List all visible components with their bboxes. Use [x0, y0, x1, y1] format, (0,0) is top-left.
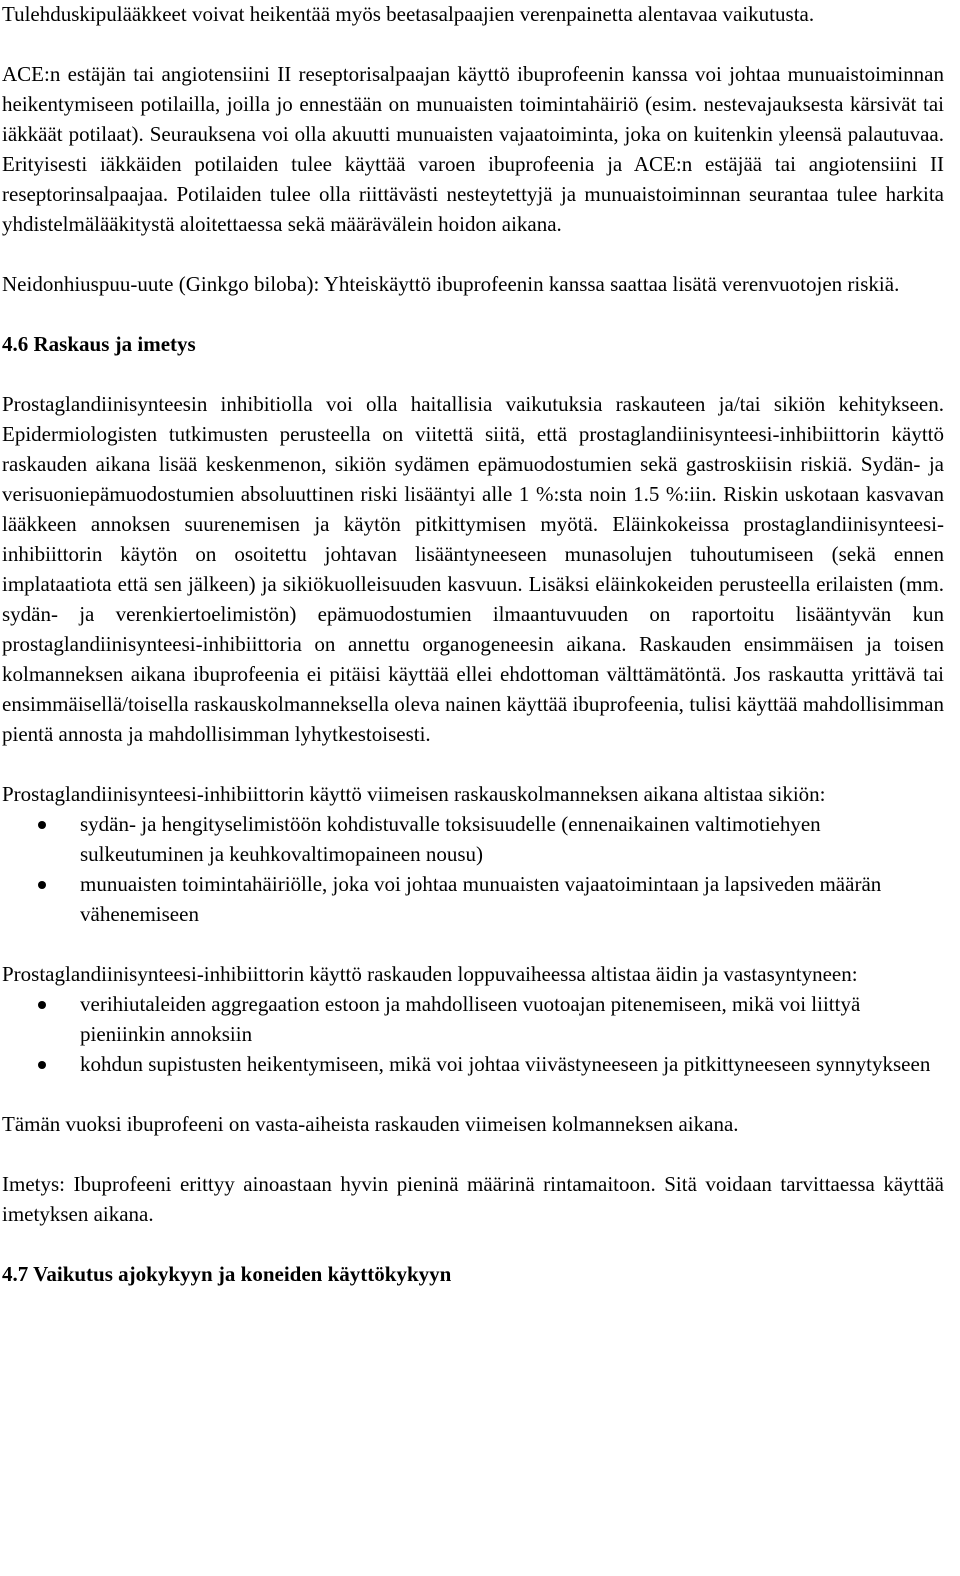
- spacer: [2, 1139, 944, 1169]
- paragraph-breastfeeding: Imetys: Ibuprofeeni erittyy ainoastaan hyvin pieninä määrinä rintamaitoon. Sitä voidaan tarvittaessa käyttää imetyksen aikana.: [2, 1172, 944, 1226]
- list-item-text: kohdun supistusten heikentymiseen, mikä voi johtaa viivästyneeseen ja pitkittyneeseen synnytykseen: [80, 1052, 931, 1076]
- bullet-icon: [38, 821, 46, 829]
- bullet-icon: [38, 881, 46, 889]
- paragraph-late-pregnancy-mother: Prostaglandiinisynteesi-inhibiittorin käyttö raskauden loppuvaiheessa altistaa äidin ja vastasyntyneen:: [2, 962, 858, 986]
- paragraph-ginkgo: Neidonhiuspuu-uute (Ginkgo biloba): Yhteiskäyttö ibuprofeenin kanssa saattaa lisätä verenvuotojen riskiä.: [2, 272, 900, 296]
- spacer: [2, 299, 944, 329]
- list-item-text: munuaisten toimintahäiriölle, joka voi johtaa munuaisten vajaatoimintaan ja lapsiveden määrän vähenemiseen: [80, 872, 882, 926]
- bullet-list-mother-newborn: [2, 989, 944, 1079]
- list-item: [2, 1049, 944, 1079]
- list-item-text: sydän- ja hengityselimistöön kohdistuvalle toksisuudelle (ennenaikainen valtimotiehyen sulkeutuminen ja keuhkovaltimopaineen nousu): [80, 812, 821, 866]
- paragraph-prostaglandin-pregnancy: Prostaglandiinisynteesin inhibitiolla voi olla haitallisia vaikutuksia raskauteen ja/tai sikiön kehitykseen. Epidermiologisten tutkimusten perusteella on viitettä siitä, että prostaglandiinisynteesi-inhibiittorin käyttö raskauden aikana lisää keskenmenon, sikiön sydämen epämuodostumien sekä gastroskiisin riskiä. Sydän- ja verisuoniepämuodostumien absoluuttinen riski lisääntyi alle 1 %:sta noin 1.5 %:iin. Riskin uskotaan kasvavan lääkkeen annoksen suurenemisen ja käytön pitkittymisen myötä. Eläinkokeissa prostaglandiinisynteesi-inhibiittorin käytön on osoitettu johtavan lisääntyneeseen munasolujen tuhoutumiseen (sekä ennen implataatiota että sen jälkeen) ja sikiökuolleisuuden kasvuun. Lisäksi eläinkokeiden perusteella erilaisten (mm. sydän- ja verenkiertoelimistön) epämuodostumien ilmaantuvuuden on raportoitu lisääntyvän kun prostaglandiinisynteesi-inhibiittoria on annettu organogeneesin aikana. Raskauden ensimmäisen ja toisen kolmanneksen aikana ibuprofeenia ei pitäisi käyttää ellei ehdottoman välttämätöntä. Jos raskautta yrittävä tai ensimmäisellä/toisella raskauskolmanneksella oleva nainen käyttää ibuprofeenia, tulisi käyttää mahdollisimman pientä annosta ja mahdollisimman lyhytkestoisesti.: [2, 392, 944, 746]
- bullet-icon: [38, 1061, 46, 1069]
- list-item: [2, 809, 944, 869]
- section-heading-pregnancy: 4.6 Raskaus ja imetys: [2, 332, 196, 356]
- paragraph-third-trimester-fetus: Prostaglandiinisynteesi-inhibiittorin käyttö viimeisen raskauskolmanneksen aikana altistaa sikiön:: [2, 782, 826, 806]
- paragraph-contraindication: Tämän vuoksi ibuprofeeni on vasta-aiheista raskauden viimeisen kolmanneksen aikana.: [2, 1112, 739, 1136]
- list-item: [2, 869, 944, 929]
- spacer: [2, 1229, 944, 1259]
- spacer: [2, 749, 944, 779]
- document-page: [2, 0, 944, 1289]
- bullet-icon: [38, 1001, 46, 1009]
- spacer: [2, 239, 944, 269]
- spacer: [2, 29, 944, 59]
- spacer: [2, 359, 944, 389]
- paragraph-beta-blockers: Tulehduskipulääkkeet voivat heikentää myös beetasalpaajien verenpainetta alentavaa vaikutusta.: [2, 2, 815, 26]
- spacer: [2, 1079, 944, 1109]
- paragraph-ace-inhibitors: ACE:n estäjän tai angiotensiini II reseptorisalpaajan käyttö ibuprofeenin kanssa voi johtaa munuaistoiminnan heikentymiseen potilailla, joilla jo ennestään on munuaisten toimintahäiriö (esim. nestevajauksesta kärsivät tai iäkkäät potilaat). Seurauksena voi olla akuutti munuaisten vajaatoiminta, joka on kuitenkin yleensä palautuvaa. Erityisesti iäkkäiden potilaiden tulee käyttää varoen ibuprofeenia ja ACE:n estäjää tai angiotensiini II reseptorinsalpaajaa. Potilaiden tulee olla riittävästi nesteytettyjä ja munuaistoiminnan seurantaa tulee harkita yhdistelmälääkitystä aloitettaessa sekä määrävälein hoidon aikana.: [2, 62, 944, 236]
- bullet-list-fetus: [2, 809, 944, 929]
- section-heading-driving: 4.7 Vaikutus ajokykyyn ja koneiden käyttökykyyn: [2, 1262, 452, 1286]
- list-item: [2, 989, 944, 1049]
- list-item-text: verihiutaleiden aggregaation estoon ja mahdolliseen vuotoajan pitenemiseen, mikä voi liittyä pieniinkin annoksiin: [80, 992, 861, 1046]
- spacer: [2, 929, 944, 959]
